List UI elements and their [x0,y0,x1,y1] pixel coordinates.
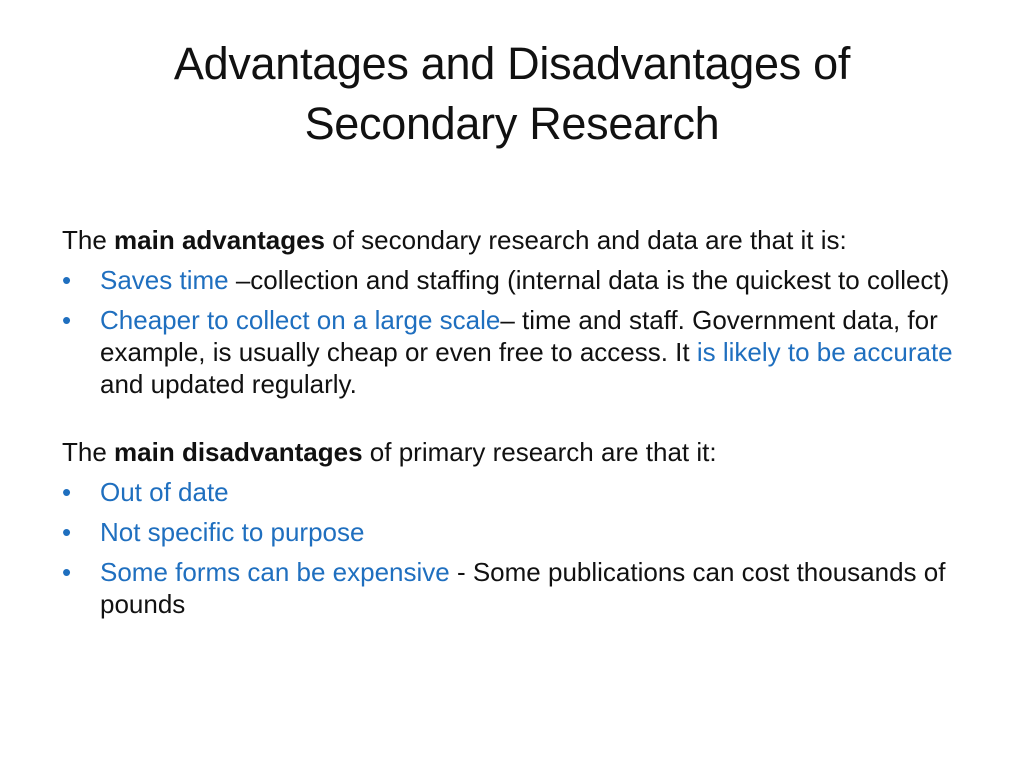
advantages-intro-pre: The [62,225,115,255]
bullet-icon: • [62,557,72,587]
bullet-icon: • [62,517,72,547]
disadvantage-item [62,476,962,508]
advantage-item [62,264,962,296]
disadvantage-item [62,556,962,620]
disadvantage-item-highlight: Not specific to purpose [100,517,365,547]
disadvantages-intro-bold: main disadvantages [114,437,363,467]
disadvantages-intro-pre: The [62,437,115,467]
slide-title [60,34,964,154]
disadvantage-item [62,516,962,548]
advantage-item-highlight: Saves time [100,265,229,295]
slide-title-line-1: Advantages and Disadvantages of [173,38,851,89]
advantage-item-highlight: Cheaper to collect on a large scale [100,305,501,335]
disadvantages-intro [62,436,962,468]
advantage-item-text: – time and staff. Government data, for example, is usually cheap or even free to access. It [100,305,938,367]
disadvantages-intro-post: of primary research are that it: [362,437,717,467]
slide-title-line-2: Secondary Research [304,98,720,149]
bullet-icon: • [62,265,72,295]
advantage-item-highlight-2: is likely to be accurate [696,337,953,367]
advantage-item-text-2: and updated regularly. [100,369,357,399]
disadvantage-item-text: - Some publications can cost thousands of pounds [100,557,946,619]
slide-body [62,224,962,620]
disadvantage-item-highlight: Out of date [100,477,229,507]
advantage-item [62,304,962,400]
advantages-intro-post: of secondary research and data are that it is: [325,225,847,255]
bullet-icon: • [62,305,72,335]
bullet-icon: • [62,477,72,507]
advantage-item-text: –collection and staffing (internal data is the quickest to collect) [228,265,950,295]
advantages-intro-bold: main advantages [114,225,326,255]
advantages-intro [62,224,962,256]
disadvantage-item-highlight: Some forms can be expensive [100,557,450,587]
